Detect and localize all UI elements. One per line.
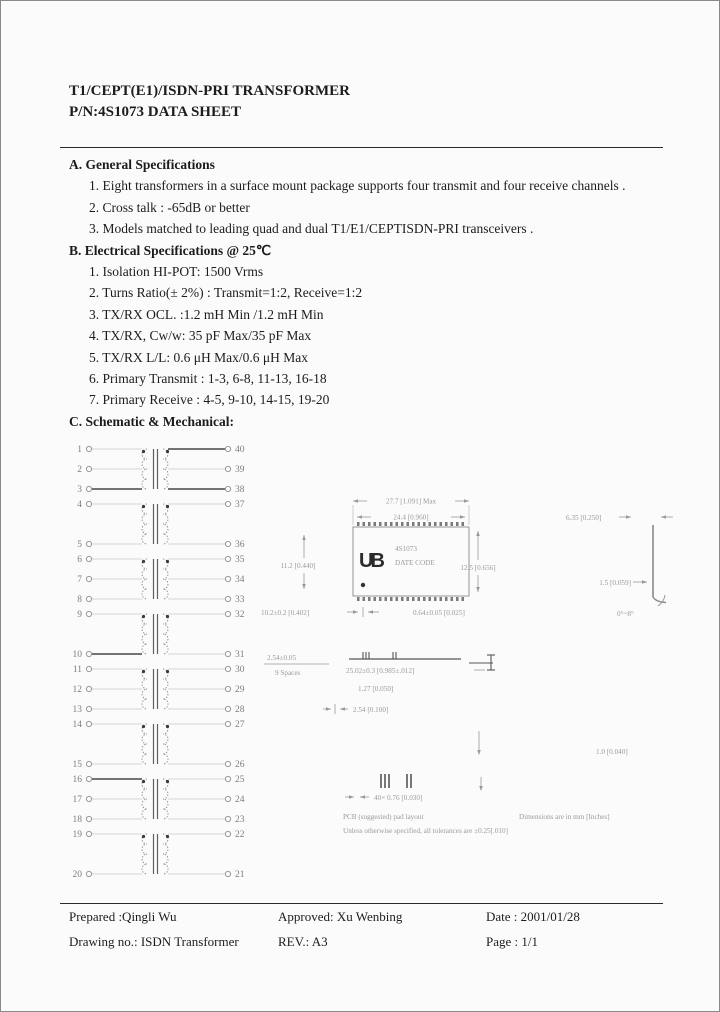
pin-terminal (225, 721, 230, 726)
phase-dot (166, 725, 169, 728)
footer-prepared: Prepared :Qingli Wu (69, 909, 177, 924)
footer-drawing-no: Drawing no.: ISDN Transformer (69, 934, 239, 949)
dimension-label: 24.4 [0.960] (393, 513, 429, 522)
dimension-label: 2.54±0.05 (267, 654, 297, 662)
primary-winding (142, 779, 147, 819)
phase-dot (142, 670, 145, 673)
transformer-symbol (73, 610, 245, 660)
footer-date: Date : 2001/01/28 (486, 909, 580, 924)
phase-dot (142, 780, 145, 783)
dimension-label: 25.02±0.3 [0.985±.012] (346, 667, 415, 675)
spec-item: 5. TX/RX L/L: 0.6 μH Max/0.6 μH Max (89, 349, 308, 365)
pin-terminal (86, 666, 91, 671)
dimension-label: 1.27 [0.050] (358, 685, 394, 693)
pin-number-left: 17 (72, 795, 82, 805)
pin-terminal (225, 686, 230, 691)
pin-terminal (225, 666, 230, 671)
pin-number-right: 33 (235, 595, 245, 605)
marking-date-code: DATE CODE (395, 559, 435, 567)
pin-terminal (225, 816, 230, 821)
pin-terminal (86, 596, 91, 601)
pin-number-right: 21 (235, 870, 245, 880)
arrowhead (479, 786, 483, 791)
pin-number-right: 29 (235, 685, 245, 695)
pin-terminal (225, 466, 230, 471)
arrowhead (349, 795, 354, 799)
pin-terminal (225, 871, 230, 876)
phase-dot (166, 780, 169, 783)
title-block (69, 81, 350, 123)
pin-number-right: 26 (235, 760, 245, 770)
pin-terminal (86, 466, 91, 471)
spec-item: 6. Primary Transmit : 1-3, 6-8, 11-13, 16-18 (89, 371, 327, 387)
spec-item: 2. Cross talk : -65dB or better (89, 199, 250, 215)
pin-terminal (225, 611, 230, 616)
manufacturer-logo: UB (359, 550, 382, 572)
dimension-label: 9 Spaces (275, 669, 301, 677)
pin-number-left: 5 (77, 540, 82, 550)
pin-number-left: 10 (72, 650, 82, 660)
phase-dot (142, 835, 145, 838)
secondary-winding (163, 669, 168, 709)
pin-terminal (86, 651, 91, 656)
pin-number-left: 16 (72, 775, 82, 785)
spec-item: 3. Models matched to leading quad and dual T1/E1/CEPTISDN-PRI transceivers . (89, 221, 534, 237)
pin-terminal (86, 761, 91, 766)
pin-number-right: 30 (235, 665, 245, 675)
pin1-dot (361, 583, 365, 587)
pin-number-right: 28 (235, 705, 245, 715)
arrowhead (353, 610, 358, 614)
pin-number-left: 1 (77, 445, 82, 455)
arrowhead (464, 499, 469, 503)
pin-terminal (86, 541, 91, 546)
specifications (69, 154, 669, 432)
secondary-winding (163, 834, 168, 874)
pin-number-right: 38 (235, 485, 245, 495)
pin-number-right: 36 (235, 540, 245, 550)
section-a-items (69, 175, 669, 239)
pin-number-left: 6 (77, 555, 82, 565)
pin-terminal (86, 831, 91, 836)
secondary-winding (163, 559, 168, 599)
secondary-winding (163, 724, 168, 764)
pin-terminal (86, 486, 91, 491)
footer-page: Page : 1/1 (486, 934, 538, 949)
pin-terminal (86, 686, 91, 691)
pin-terminal (225, 446, 230, 451)
mechanical-drawing (261, 498, 673, 836)
pin-number-right: 32 (235, 610, 245, 620)
secondary-winding (163, 779, 168, 819)
pin-number-right: 37 (235, 500, 245, 510)
pin-terminal (225, 831, 230, 836)
pin-number-right: 23 (235, 815, 245, 825)
schematic-mechanical-svg (61, 439, 681, 899)
pin-number-left: 14 (72, 720, 82, 730)
secondary-winding (163, 449, 168, 489)
transformer-symbol (73, 665, 245, 715)
phase-dot (166, 505, 169, 508)
spec-item: 4. TX/RX, Cw/w: 35 pF Max/35 pF Max (89, 328, 312, 344)
pin-terminal (225, 501, 230, 506)
arrowhead (326, 707, 331, 711)
spec-item: 3. TX/RX OCL. :1.2 mH Min /1.2 mH Min (89, 306, 324, 322)
pin-terminal (225, 796, 230, 801)
transformer-symbol (73, 775, 245, 825)
footer-divider (60, 903, 663, 904)
dimension-label: 40× 0.76 [0.030] (374, 794, 423, 802)
phase-dot (166, 560, 169, 563)
pin-number-left: 9 (77, 610, 82, 620)
dimension-label: 11.2 [0.440] (280, 562, 316, 570)
pin-terminal (86, 776, 91, 781)
pin-number-right: 40 (235, 445, 245, 455)
pin-terminal (86, 816, 91, 821)
pin-terminal (86, 556, 91, 561)
pin-number-left: 13 (72, 705, 82, 715)
pin-number-left: 19 (72, 830, 82, 840)
pin-number-left: 15 (72, 760, 82, 770)
spec-item: 7. Primary Receive : 4-5, 9-10, 14-15, 19-20 (89, 392, 330, 408)
header-divider (60, 147, 663, 148)
arrowhead (477, 750, 481, 755)
phase-dot (166, 450, 169, 453)
pin-terminal (86, 576, 91, 581)
pin-terminal (86, 796, 91, 801)
note-tolerance: Unless otherwise specified, all tolerances are ±0.25[.010] (343, 827, 509, 835)
phase-dot (166, 670, 169, 673)
schematic-diagram (73, 445, 245, 880)
pin-terminal (225, 576, 230, 581)
dimension-label: 1.0 [0.040] (596, 748, 628, 756)
spec-item: 2. Turns Ratio(± 2%) : Transmit=1:2, Receive=1:2 (89, 285, 363, 301)
pin-terminal (86, 611, 91, 616)
phase-dot (166, 615, 169, 618)
marking-part-number: 4S1073 (395, 545, 417, 553)
pin-terminal (86, 446, 91, 451)
pin-terminal (225, 596, 230, 601)
dimension-label: 27.7 [1.091] Max (385, 497, 437, 506)
pin-terminal (225, 776, 230, 781)
document-title-line2: P/N:4S1073 DATA SHEET (69, 104, 241, 120)
phase-dot (142, 450, 145, 453)
pin-number-left: 4 (77, 500, 82, 510)
section-c-heading: C. Schematic & Mechanical: (69, 413, 234, 429)
secondary-winding (163, 504, 168, 544)
primary-winding (142, 614, 147, 654)
pin-number-right: 27 (235, 720, 245, 730)
pin-number-right: 34 (235, 575, 245, 585)
pin-number-left: 20 (72, 870, 82, 880)
pin-number-left: 11 (72, 665, 82, 675)
pin-terminal (86, 501, 91, 506)
spec-item: 1. Eight transformers in a surface mount package supports four transmit and four receive channels . (89, 178, 626, 194)
document-title-line1: T1/CEPT(E1)/ISDN-PRI TRANSFORMER (69, 83, 350, 99)
transformer-symbol (73, 720, 245, 770)
dimension-label: 10.2±0.2 [0.402] (261, 609, 310, 617)
dimension-label: 2.54 [0.100] (353, 706, 389, 714)
pin-number-right: 22 (235, 830, 245, 840)
arrowhead (302, 584, 306, 589)
pin-number-left: 3 (77, 485, 82, 495)
phase-dot (142, 615, 145, 618)
section-b-heading: B. Electrical Specifications @ 25℃ (69, 242, 272, 258)
pin-terminal (225, 651, 230, 656)
phase-dot (142, 505, 145, 508)
phase-dot (142, 560, 145, 563)
pin-number-right: 24 (235, 795, 245, 805)
section-a-heading: A. General Specifications (69, 157, 215, 172)
pin-terminal (86, 871, 91, 876)
primary-winding (142, 559, 147, 599)
spec-item: 1. Isolation HI-POT: 1500 Vrms (89, 264, 264, 280)
pin-number-left: 18 (72, 815, 82, 825)
arrowhead (476, 587, 480, 592)
secondary-winding (163, 614, 168, 654)
note-units: Dimensions are in mm [Inches] (519, 813, 610, 821)
arrowhead (626, 515, 631, 519)
pin-number-right: 39 (235, 465, 245, 475)
pin-terminal (225, 541, 230, 546)
pin-number-left: 7 (77, 575, 82, 585)
arrowhead (460, 515, 465, 519)
pin-terminal (225, 706, 230, 711)
section-b-items (69, 261, 669, 411)
phase-dot (166, 835, 169, 838)
dimension-label: 6.35 [0.250] (566, 514, 602, 522)
transformer-symbol (77, 555, 245, 605)
primary-winding (142, 504, 147, 544)
angle-arc (658, 595, 665, 606)
pin-terminal (86, 721, 91, 726)
primary-winding (142, 449, 147, 489)
pin-number-left: 2 (77, 465, 82, 475)
pin-number-left: 8 (77, 595, 82, 605)
pin-terminal (225, 556, 230, 561)
pin-terminal (86, 706, 91, 711)
pin-number-left: 12 (72, 685, 82, 695)
primary-winding (142, 834, 147, 874)
footer-approved: Approved: Xu Wenbing (278, 909, 403, 924)
pin-number-right: 25 (235, 775, 245, 785)
primary-winding (142, 669, 147, 709)
pin-number-right: 31 (235, 650, 245, 660)
pin-number-right: 35 (235, 555, 245, 565)
primary-winding (142, 724, 147, 764)
phase-dot (142, 725, 145, 728)
transformer-symbol (77, 445, 245, 495)
angle-label: 0°~8° (617, 610, 634, 618)
transformer-symbol (73, 830, 245, 880)
pin-terminal (225, 761, 230, 766)
dimension-label: 0.64±0.05 [0.025] (413, 609, 465, 617)
footer-rev: REV.: A3 (278, 934, 328, 949)
note-pcb: PCB (suggested) pad layout (343, 813, 424, 821)
dimension-label: 1.5 [0.059] (599, 579, 631, 587)
dimension-label: 12.5 [0.656] (460, 564, 496, 572)
pin-terminal (225, 486, 230, 491)
transformer-symbol (77, 500, 245, 550)
